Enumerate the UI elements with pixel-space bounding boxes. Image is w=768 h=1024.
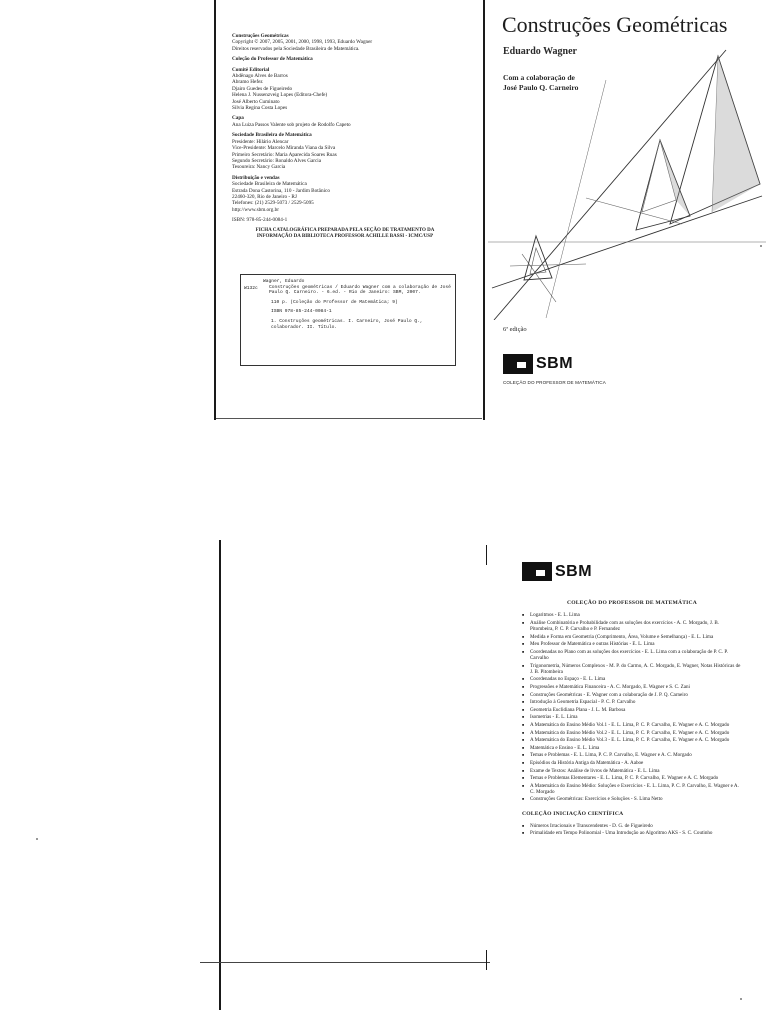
list-item: ■ Medida e Forma em Geometria (Comprimento, Área, Volume e Semelhança) - E. L. Lima	[522, 634, 742, 640]
copyright-title: Construções Geométricas	[232, 33, 289, 39]
list-item: ■ Coordenadas no Plano com as soluções dos exercícios - E. L. Lima com a colaboração de P. C. P. Carvalho	[522, 649, 742, 661]
society-line: Presidente: Hilário Alencar	[232, 138, 289, 145]
list-item: ■ Números Irracionais e Transcendentes - D. G. de Figueiredo	[522, 823, 742, 829]
committee-member: Djairo Guedes de Figueiredo	[232, 85, 293, 92]
construction-line	[510, 264, 586, 266]
rights-line: Direitos reservados pela Sociedade Brasileira de Matemática.	[232, 45, 360, 52]
society-line: Tesoureira: Nancy Garcia	[232, 164, 286, 171]
sbm-logo-text: SBM	[536, 355, 574, 372]
shaded-region	[712, 56, 760, 212]
cover-author: Eduardo Wagner	[503, 46, 577, 57]
medium-triangle	[636, 140, 690, 230]
collab-name: José Paulo Q. Carneiro	[503, 83, 579, 92]
cover-title: Construções Geométricas	[502, 12, 728, 37]
sbm-logo-cover	[503, 354, 573, 374]
list-item: ■ Coordenadas no Espaço - E. L. Lima	[522, 676, 742, 682]
catalog-code: W132c	[244, 286, 258, 291]
list-item: ■ Análise Combinatória e Probabilidade com as soluções dos exercícios - A. C. Morgado, J. B. Pitombeira, P. C. P. Carvalho e P. Fernandez	[522, 620, 742, 632]
committee-label: Comitê Editorial	[232, 66, 270, 73]
scan-edge-bottom-line	[200, 962, 490, 963]
distribution-line: Sociedade Brasileira de Matemática	[232, 181, 307, 188]
section-title: COLEÇÃO INICIAÇÃO CIENTÍFICA	[522, 810, 624, 817]
list-item: ■ A Matemática do Ensino Médio Vol.2 - E. L. Lima, P. C. P. Carvalho, E. Wagner e A. C. Morgado	[522, 730, 742, 736]
isbn: ISBN: 978-85-244-0084-1	[232, 217, 288, 224]
section-title: COLEÇÃO DO PROFESSOR DE MATEMÁTICA	[566, 600, 698, 606]
sbm-logo-text: SBM	[555, 562, 593, 580]
copyright-line: Copyright © 2007, 2005, 2001, 2000, 1998, 1993, Eduardo Wagner	[232, 39, 373, 46]
distribution-block	[232, 175, 458, 213]
iniciacao-series-list	[522, 823, 742, 837]
society-line: Segundo Secretário: Ronaldo Alves Garcia	[232, 157, 322, 164]
geometric-construction-illustration	[486, 40, 768, 320]
distribution-line: Estrada Dona Castorina, 110 - Jardim Botânico	[232, 187, 330, 194]
cover-series: COLEÇÃO DO PROFESSOR DE MATEMÁTICA	[503, 380, 606, 385]
scan-edge-bottom-left	[219, 540, 221, 1010]
copyright-page	[232, 33, 458, 240]
list-item: ■ Construções Geométricas - E. Wagner com a colaboração de J. P. Q. Carneiro	[522, 692, 742, 698]
diagonal-line	[546, 80, 606, 318]
scan-speck	[36, 838, 38, 840]
committee-member: Abdênago Alves de Barros	[232, 73, 288, 80]
sbm-logo-mark-icon	[522, 562, 552, 581]
distribution-label: Distribuição e vendas	[232, 174, 280, 181]
distribution-line: http://www.sbm.org.br	[232, 206, 279, 213]
list-item: ■ Geometria Euclidiana Plana - J. L. M. Barbosa	[522, 707, 742, 713]
list-item: ■ Construções Geométricas: Exercícios e Soluções - S. Lima Netto	[522, 796, 742, 802]
series-block	[232, 56, 458, 62]
catalog-card	[240, 274, 456, 366]
ficha-line: INFORMAÇÃO DA BIBLIOTECA PROFESSOR ACHILLE BASSI - ICMC/USP	[256, 233, 434, 239]
list-item: ■ Trigonometria, Números Complexos - M. P. do Carmo, A. C. Morgado, E. Wagner, Notas Históricas de J. B. Pitombeira	[522, 663, 742, 675]
scan-edge-top-middle	[216, 418, 482, 419]
catalog-isbn: ISBN 978-85-244-0084-1	[271, 309, 332, 315]
copyright-block	[232, 33, 458, 52]
catalog-pages: 110 p. (Coleção do Professor de Matemática; 9)	[271, 299, 398, 305]
list-item: ■ Logaritmos - E. L. Lima	[522, 612, 742, 618]
distribution-line: 22460-320, Rio de Janeiro - RJ	[232, 193, 297, 200]
catalog-author: Wagner, Eduardo	[263, 279, 305, 284]
professor-series-list	[522, 612, 742, 802]
catalog-body	[263, 279, 451, 334]
sbm-logo-back	[522, 562, 592, 581]
society-label: Sociedade Brasileira de Matemática	[232, 132, 312, 139]
distribution-line: Telefones: (21) 2529-5073 / 2529-5095	[232, 200, 314, 207]
scan-edge-spine-bottom	[486, 545, 487, 565]
series-label: Coleção do Professor de Matemática	[232, 56, 313, 63]
list-item: ■ A Matemática do Ensino Médio: Soluções e Exercícios - E. L. Lima, P. C. P. Carvalho, E. Wagner e A. C. Morgado	[522, 783, 742, 795]
society-block	[232, 132, 458, 170]
list-item: ■ Temas e Problemas Elementares - E. L. Lima, P. C. P. Carvalho, E. Wagner e A. C. Morgado	[522, 775, 742, 781]
list-item: ■ Progressões e Matemática Financeira - A. C. Morgado, E. Wagner e S. C. Zani	[522, 684, 742, 690]
committee-member: Silvia Regina Costa Lopes	[232, 105, 288, 112]
list-item: ■ Episódios da História Antiga da Matemática - A. Aaboe	[522, 760, 742, 766]
back-cover-list	[522, 598, 742, 845]
list-item: ■ Matemática e Ensino - E. L. Lima	[522, 745, 742, 751]
isbn-block	[232, 217, 458, 223]
list-item: ■ Temas e Problemas - E. L. Lima, P. C. P. Carvalho, E. Wagner e A. C. Morgado	[522, 752, 742, 758]
sbm-logo-mark-icon	[503, 354, 533, 374]
collab-line: Com a colaboração de	[503, 73, 575, 82]
list-item: ■ A Matemática do Ensino Médio Vol.1 - E. L. Lima, P. C. P. Carvalho, E. Wagner e A. C. Morgado	[522, 722, 742, 728]
list-item: ■ Introdução à Geometria Espacial - P. C. P. Carvalho	[522, 699, 742, 705]
construction-line	[586, 198, 682, 224]
committee-member: Helena J. Nussenzveig Lopes (Editora-Chefe)	[232, 92, 328, 99]
list-item: ■ Exame de Textos: Análise de livros de Matemática - E. L. Lima	[522, 768, 742, 774]
ficha-line: FICHA CATALOGRÁFICA PREPARADA PELA SEÇÃO DE TRATAMENTO DA	[255, 227, 435, 233]
list-item: ■ Isometrias - E. L. Lima	[522, 714, 742, 720]
committee-member: José Alberto Cuminato	[232, 98, 280, 105]
scan-edge-spine-top	[483, 0, 485, 420]
committee-block	[232, 67, 458, 112]
scan-edge-spine-bottom-2	[486, 950, 487, 970]
list-item: ■ Primalidade em Tempo Polinomial - Uma Introdução ao Algoritmo AKS - S. C. Coutinho	[522, 830, 742, 836]
ficha-heading	[232, 228, 458, 240]
list-item: ■ A Matemática do Ensino Médio Vol.3 - E. L. Lima, P. C. P. Carvalho, E. Wagner e A. C. Morgado	[522, 737, 742, 743]
cover-credit: Ana Luiza Passos Valente sob projeto de Rodolfo Capeto	[232, 121, 351, 128]
cover-edition: 6ª edição	[503, 326, 527, 333]
cover-credit-block	[232, 115, 458, 128]
cover-label: Capa	[232, 115, 244, 122]
list-item: ■ Meu Professor de Matemática e outras Histórias - E. L. Lima	[522, 641, 742, 647]
catalog-subjects: 1. Construções geométricas. I. Carneiro, José Paulo Q., colaborador. II. Título.	[271, 318, 423, 330]
catalog-description: Construções geométricas / Eduardo Wagner com a colaboração de José Paulo Q. Carneiro. - 6.ed. - Rio de Janeiro: SBM, 2007.	[269, 284, 451, 296]
society-line: Primeiro Secretário: Maria Aparecida Soares Ruas	[232, 151, 337, 158]
scan-speck	[740, 998, 742, 1000]
committee-member: Abramo Hefez	[232, 79, 263, 86]
society-line: Vice-Presidente: Marcelo Miranda Viana da Silva	[232, 145, 336, 152]
scan-edge-top-left	[214, 0, 216, 420]
